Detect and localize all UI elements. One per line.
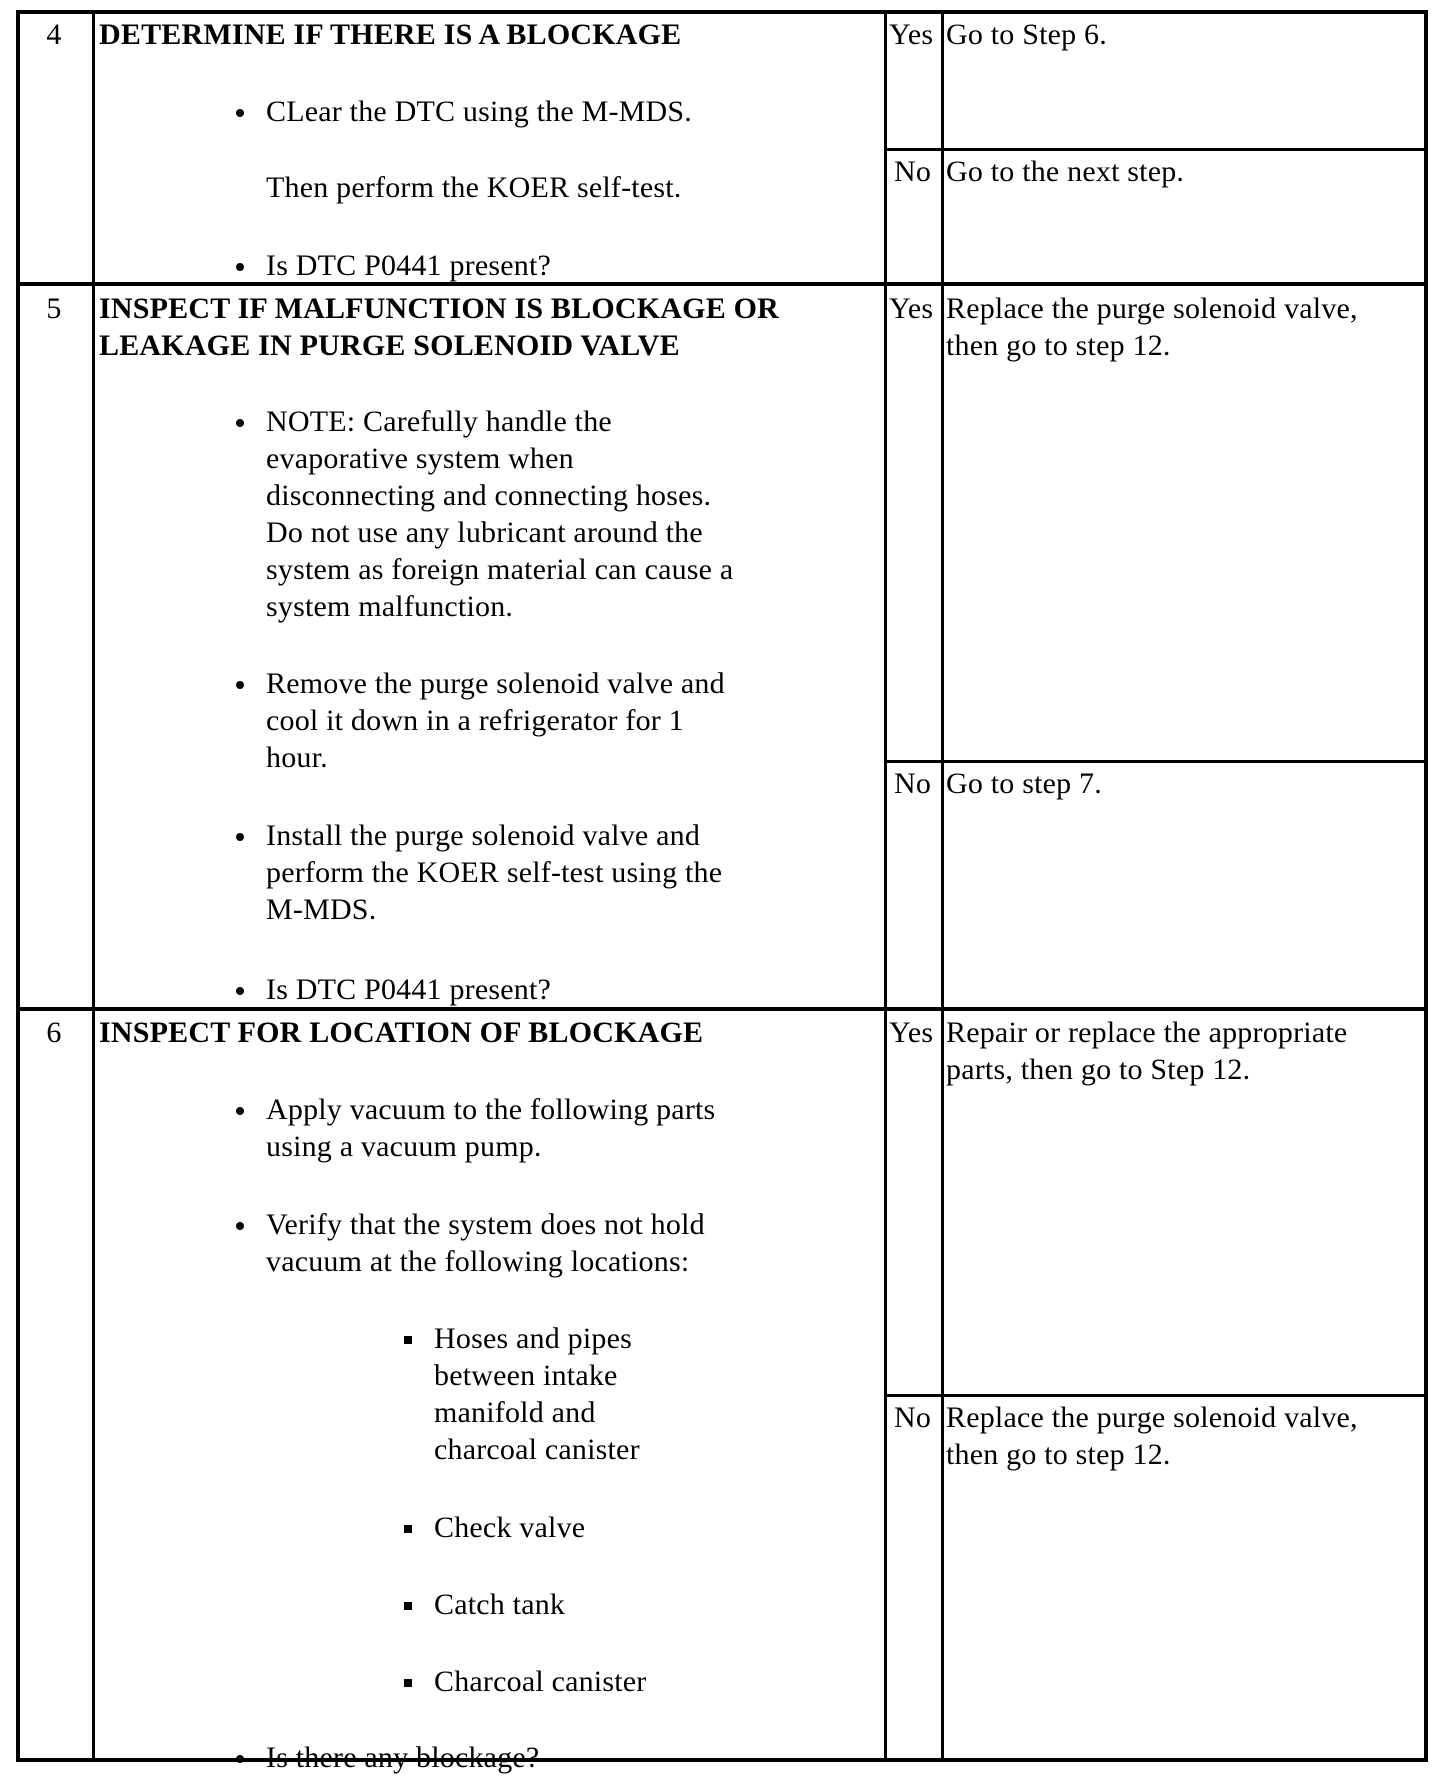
- step-title: LEAKAGE IN PURGE SOLENOID VALVE: [99, 329, 680, 362]
- list-item-line: M-MDS.: [266, 893, 377, 926]
- no-label: No: [894, 767, 932, 800]
- note-line: system as foreign material can cause a: [266, 553, 734, 586]
- sub-list-item-line: manifold and: [434, 1396, 596, 1429]
- column-divider-step: [92, 10, 95, 1762]
- yes-action: Go to Step 6.: [946, 18, 1107, 51]
- table-border-left: [16, 10, 20, 1762]
- step-number: 5: [46, 292, 62, 325]
- sub-list-item-line: charcoal canister: [434, 1433, 640, 1466]
- yes-action: then go to step 12.: [946, 329, 1171, 362]
- list-item: Is DTC P0441 present?: [266, 247, 551, 285]
- list-item-line: perform the KOER self-test using the: [266, 856, 723, 889]
- no-label: No: [894, 1401, 932, 1434]
- list-item: Remove the purge solenoid valve and: [266, 665, 725, 703]
- column-divider-result: [941, 10, 944, 1762]
- yes-no-divider-5: [884, 760, 1428, 763]
- list-item: CLear the DTC using the M-MDS.: [266, 93, 692, 131]
- yes-no-divider-6: [884, 1394, 1428, 1397]
- sub-list-item-line: between intake: [434, 1359, 618, 1392]
- table-border-top: [16, 10, 1428, 14]
- step-number: 6: [46, 1016, 62, 1049]
- note-line: Do not use any lubricant around the: [266, 516, 703, 549]
- yes-action: Replace the purge solenoid valve,: [946, 292, 1358, 325]
- no-action: Replace the purge solenoid valve,: [946, 1401, 1358, 1434]
- yes-label: Yes: [889, 292, 934, 325]
- list-item-line: cool it down in a refrigerator for 1: [266, 704, 684, 737]
- list-item: Install the purge solenoid valve and: [266, 817, 700, 855]
- column-divider-action: [884, 10, 887, 1762]
- row-divider-5-6: [16, 1007, 1428, 1011]
- table-border-right: [1424, 10, 1428, 1762]
- table-border-bottom: [16, 1758, 1428, 1762]
- note-line: disconnecting and connecting hoses.: [266, 479, 712, 512]
- note-item: NOTE: Carefully handle the: [266, 403, 612, 441]
- step-title: DETERMINE IF THERE IS A BLOCKAGE: [99, 18, 682, 51]
- sub-list-item: Charcoal canister: [434, 1663, 646, 1701]
- list-item: Apply vacuum to the following parts: [266, 1091, 715, 1129]
- yes-no-divider-4: [884, 148, 1428, 151]
- step-title: INSPECT FOR LOCATION OF BLOCKAGE: [99, 1016, 704, 1049]
- list-item: Is DTC P0441 present?: [266, 971, 551, 1009]
- sub-list-item: Hoses and pipes: [434, 1320, 632, 1358]
- step-number: 4: [46, 18, 62, 51]
- no-action: Go to step 7.: [946, 767, 1102, 800]
- list-item-line: hour.: [266, 741, 328, 774]
- yes-label: Yes: [889, 18, 934, 51]
- list-item: Is there any blockage?: [266, 1739, 539, 1777]
- note-line: system malfunction.: [266, 590, 514, 623]
- list-item-continuation: Then perform the KOER self-test.: [266, 171, 682, 204]
- no-action: Go to the next step.: [946, 155, 1185, 188]
- sub-list-item: Catch tank: [434, 1586, 565, 1624]
- no-action: then go to step 12.: [946, 1438, 1171, 1471]
- list-item-line: vacuum at the following locations:: [266, 1245, 690, 1278]
- yes-label: Yes: [889, 1016, 934, 1049]
- step-title: INSPECT IF MALFUNCTION IS BLOCKAGE OR: [99, 292, 779, 325]
- list-item: Verify that the system does not hold: [266, 1206, 705, 1244]
- note-line: evaporative system when: [266, 442, 574, 475]
- sub-list-item: Check valve: [434, 1509, 585, 1547]
- yes-action: Repair or replace the appropriate: [946, 1016, 1348, 1049]
- list-item-line: using a vacuum pump.: [266, 1130, 542, 1163]
- row-divider-4-5: [16, 282, 1428, 286]
- no-label: No: [894, 155, 932, 188]
- yes-action: parts, then go to Step 12.: [946, 1053, 1251, 1086]
